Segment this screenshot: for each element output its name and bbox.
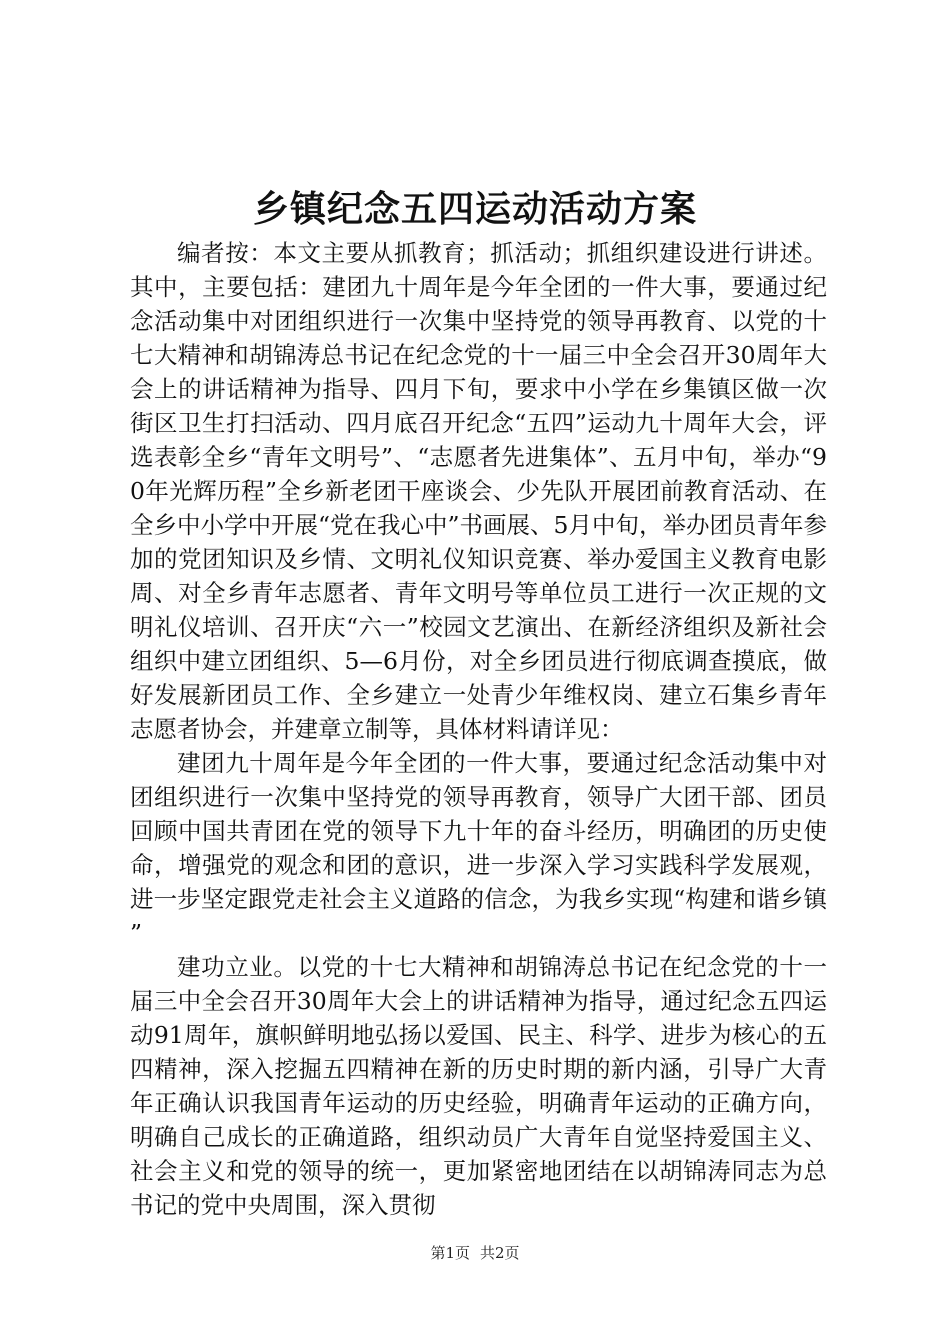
editor-note-paragraph: 编者按：本文主要从抓教育；抓活动；抓组织建设进行讲述。其中，主要包括：建团九十周年是今年全团的一件大事，要通过纪念活动集中对团组织进行一次集中坚持党的领导再教育、以党的十七大精神和胡锦涛总书记在纪念党的十一届三中全会召开30周年大会上的讲话精神为指导、四月下旬，要求中小学在乡集镇区做一次街区卫生打扫活动、四月底召开纪念“五四”运动九十周年大会，评选表彰全乡“青年文明号”、“志愿者先进集体”、五月中旬，举办“90年光辉历程”全乡新老团干座谈会、少先队开展团前教育活动、在全乡中小学中开展“党在我心中”书画展、5月中旬，举办团员青年参加的党团知识及乡情、文明礼仪知识竞赛、举办爱国主义教育电影周、对全乡青年志愿者、青年文明号等单位员工进行一次正规的文明礼仪培训、召开庆“六一”校园文艺演出、在新经济组织及新社会组织中建立团组织、5—6月份，对全乡团员进行彻底调查摸底，做好发展新团员工作、全乡建立一处青少年维权岗、建立石集乡青年志愿者协会，并建章立制等，具体材料请详见： bbox=[130, 239, 827, 743]
document-body bbox=[130, 236, 827, 1222]
document-title: 乡镇纪念五四运动活动方案 bbox=[252, 188, 697, 230]
page-number: 第1页 bbox=[430, 1244, 470, 1262]
body-paragraph: 建功立业。以党的十七大精神和胡锦涛总书记在纪念党的十一届三中全会召开30周年大会上的讲话精神为指导，通过纪念五四运动91周年，旗帜鲜明地弘扬以爱国、民主、科学、进步为核心的五四精神，深入挖掘五四精神在新的历史时期的新内涵，引导广大青年正确认识我国青年运动的历史经验，明确青年运动的正确方向，明确自己成长的正确道路，组织动员广大青年自觉坚持爱国主义、社会主义和党的领导的统一，更加紧密地团结在以胡锦涛同志为总书记的党中央周围，深入贯彻 bbox=[130, 953, 827, 1219]
page-footer bbox=[0, 1243, 950, 1263]
page-total: 共2页 bbox=[480, 1244, 520, 1262]
body-paragraph: 建团九十周年是今年全团的一件大事，要通过纪念活动集中对团组织进行一次集中坚持党的领导再教育，领导广大团干部、团员回顾中国共青团在党的领导下九十年的奋斗经历，明确团的历史使命，增强党的观念和团的意识，进一步深入学习实践科学发展观，进一步坚定跟党走社会主义道路的信念，为我乡实现“构建和谐乡镇” bbox=[130, 749, 827, 947]
